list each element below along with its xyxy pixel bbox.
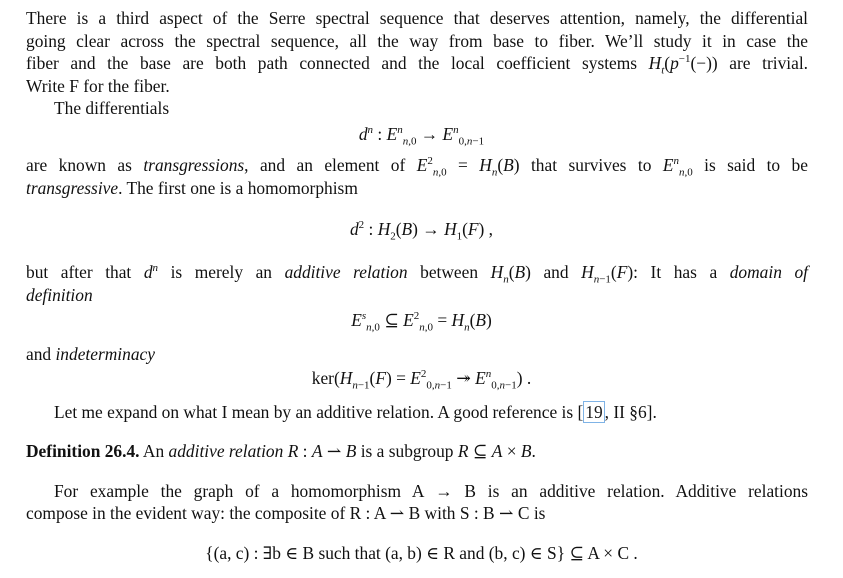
equation-transgression-map: $d^n$ : $E^n_{n,0} \to E^n_{0,n-1}$ — [358, 124, 485, 148]
term-transgressions: transgressions — [143, 155, 245, 175]
term-indeterminacy: indeterminacy — [55, 344, 155, 364]
reference-paragraph: Let me expand on what I mean by an additive relation. A good reference is [ 19 , II §6]. — [54, 402, 657, 422]
differentials-paragraph: The differentials — [54, 98, 170, 118]
text-line: For example the graph of a homomorphism A → B is an additive relation. Additive relations — [54, 481, 808, 501]
transgression-paragraph: are known as transgressions, and an element of $E^2_{n,0} = H_n(B)$ that survives to $E^n_{n,0}$ is said to be transgressive. The first one is a homomorphism — [26, 155, 808, 198]
composition-paragraph-cont — [26, 502, 808, 525]
term-definition: definition — [26, 284, 93, 305]
text-line: compose in the evident way: the composite of R : A ⇀ B with S : B ⇀ C is — [26, 503, 546, 523]
term-additive-relation: additive relation — [168, 441, 284, 461]
equation-kernel: $ker(H_{n-1}(F) = E^2_{0,n-1}$ ↠ $E^n_{0,n-1}$) . — [311, 368, 532, 392]
text-line: Write F for the fiber. — [26, 75, 170, 96]
additive-relation-paragraph: but after that $d^n$ is merely an additive relation between $H_n(B)$ and $H_{n-1}(F)$: It has a domain of definition — [26, 262, 808, 305]
text-line: fiber and the base are both path connected and the local coefficient systems $H_t(p^{-1}(-))$ are trivial. — [26, 53, 809, 77]
equation-homomorphism: $d^2$ : $H_2(B) \to H_1(F)$ , — [349, 219, 494, 243]
text-line: going clear across the spectral sequence, all the way from base to fiber. We’ll study it in case the — [26, 30, 808, 51]
composition-paragraph — [26, 480, 808, 503]
equation-domain: $E^s_{n,0}$ ⊆ $E^2_{n,0} = H_n(B)$ — [351, 310, 492, 334]
citation-link[interactable]: 19 — [585, 402, 603, 422]
term-additive-relation: additive relation — [284, 262, 408, 282]
text-line: There is a third aspect of the Serre spectral sequence that deserves attention, namely, the differential — [26, 8, 808, 28]
intro-paragraph — [26, 7, 808, 97]
indeterminacy-paragraph: and indeterminacy — [26, 344, 155, 364]
definition-label: Definition 26.4. — [26, 441, 140, 461]
term-domain-of: domain of — [729, 262, 808, 282]
term-transgressive: transgressive — [26, 177, 119, 198]
equation-composite: {(a, c) : ∃b ∈ B such that (a, b) ∈ R and (b, c) ∈ S} ⊆ A × C . — [205, 543, 638, 563]
definition-26-4: Definition 26.4. An additive relation R : A ⇀ B is a subgroup R ⊆ A × B. — [26, 441, 536, 461]
